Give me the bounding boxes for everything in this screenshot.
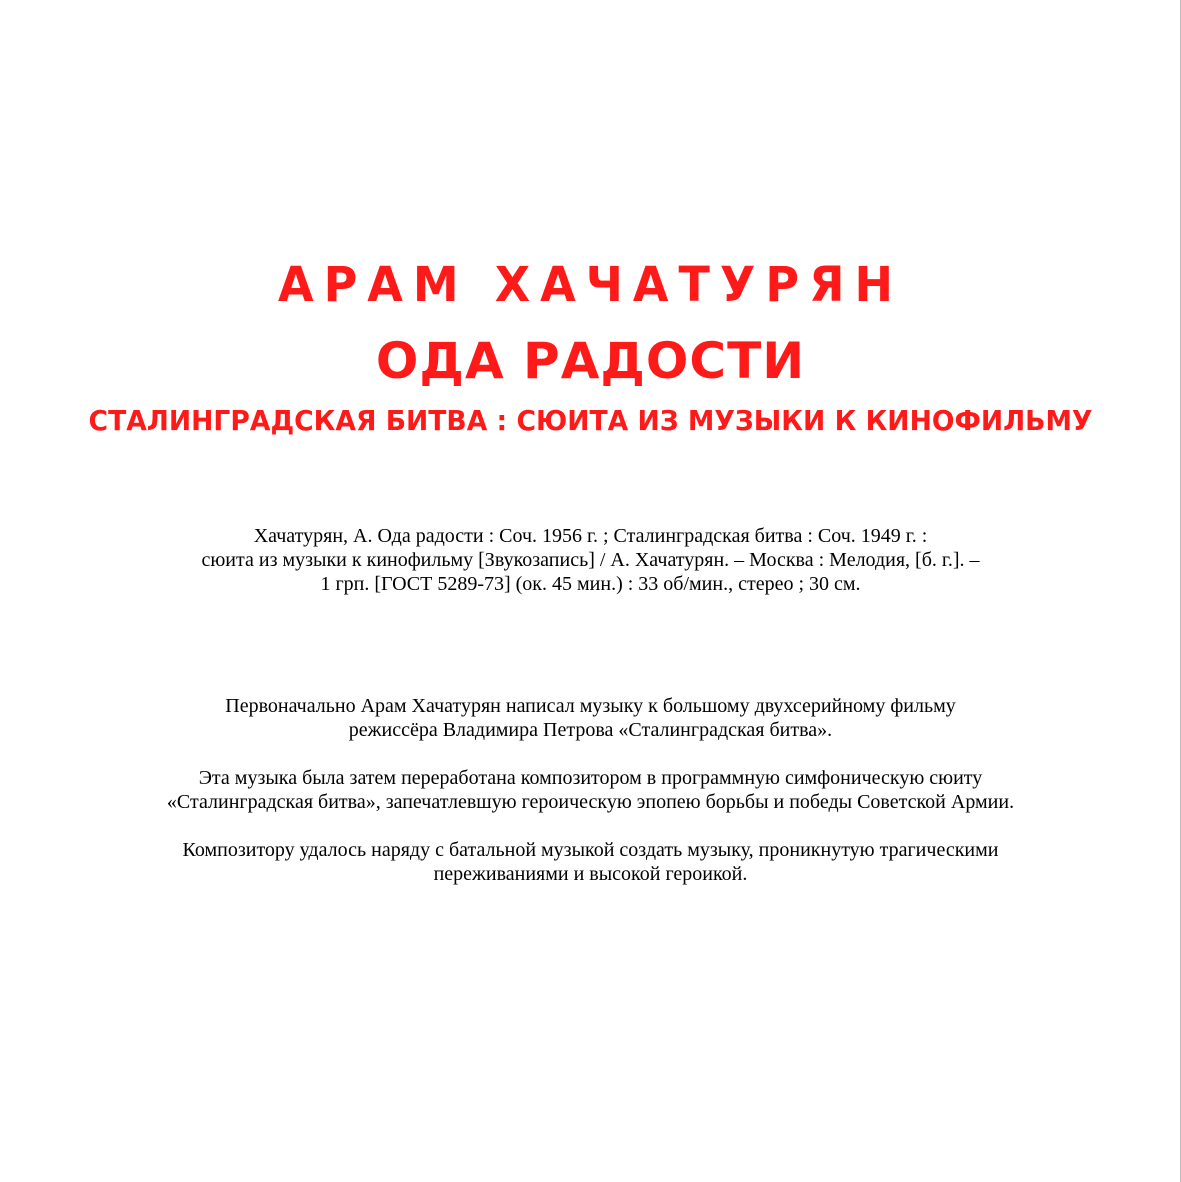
description-paragraph <box>0 838 1181 886</box>
description-line: «Сталинградская битва», запечатлевшую героическую эпопею борьбы и победы Советской Армии. <box>166 791 1015 813</box>
description-line: Первоначально Арам Хачатурян написал музыку к большому двухсерийному фильму <box>225 695 956 717</box>
description-line: Эта музыка была затем переработана композитором в программную симфоническую сюиту <box>198 767 983 789</box>
description-paragraph <box>0 694 1181 742</box>
description-paragraph <box>0 766 1181 814</box>
bibliographic-line: Хачатурян, А. Ода радости : Соч. 1956 г. ; Сталинградская битва : Соч. 1949 г. : <box>253 525 928 547</box>
description-line: Композитору удалось наряду с батальной музыкой создать музыку, проникнутую трагическими <box>182 839 999 861</box>
bibliographic-line: 1 грп. [ГОСТ 5289-73] (ок. 45 мин.) : 33 об/мин., стерео ; 30 см. <box>320 573 861 595</box>
description <box>0 694 1181 910</box>
description-line: переживаниями и высокой героикой. <box>433 863 748 885</box>
bibliographic-line: сюита из музыки к кинофильму [Звукозапись] / А. Хачатурян. – Москва : Мелодия, [б. г.]. – <box>201 549 980 571</box>
album-title: ОДА РАДОСТИ <box>375 332 806 390</box>
description-line: режиссёра Владимира Петрова «Сталинградская битва». <box>348 719 833 741</box>
album-subtitle: СТАЛИНГРАДСКАЯ БИТВА : СЮИТА ИЗ МУЗЫКИ К КИНОФИЛЬМУ <box>88 404 1093 437</box>
composer-name: АРАМ ХАЧАТУРЯН <box>277 255 904 313</box>
bibliographic-record <box>0 524 1181 596</box>
